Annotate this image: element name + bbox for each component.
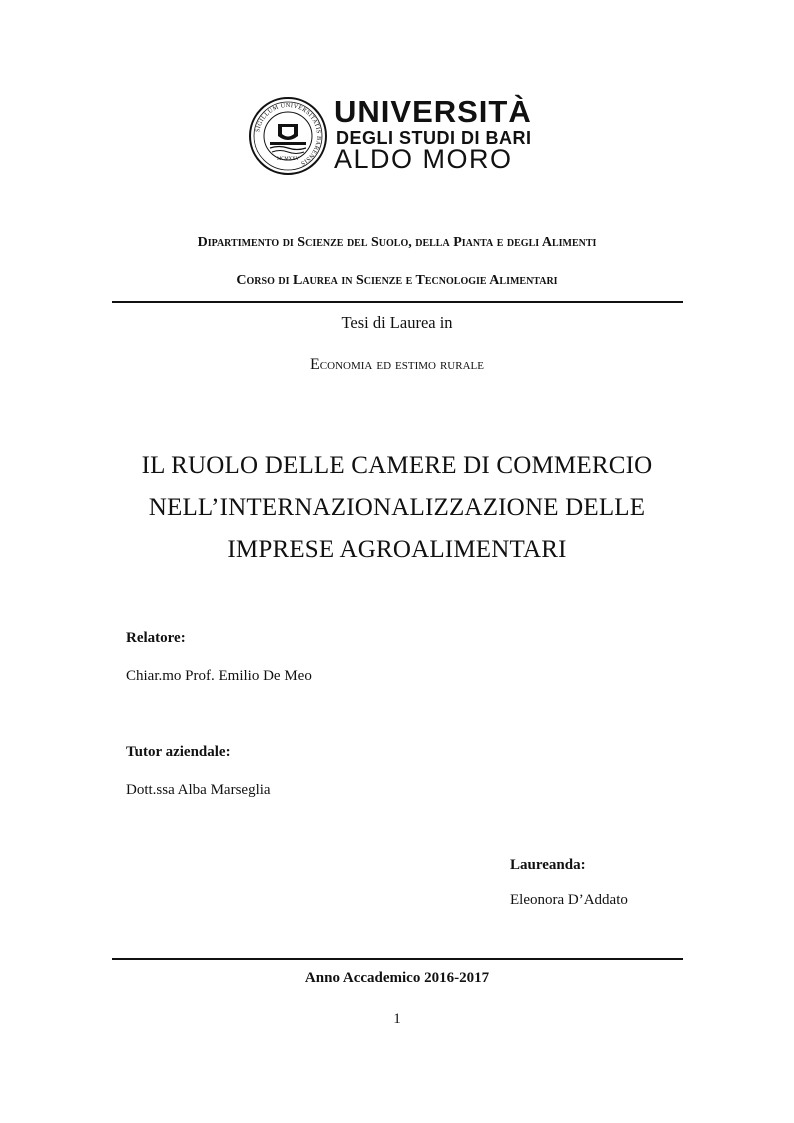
bottom-divider [112,958,683,960]
laureanda-label: Laureanda: [510,857,586,873]
thesis-title-line: IL RUOLO DELLE CAMERE DI COMMERCIO [141,452,653,479]
logo-aldo-moro: ALDO MORO [334,144,513,174]
relatore-name: Chiar.mo Prof. Emilio De Meo [126,668,312,684]
thesis-subject: Economia ed estimo rurale [310,356,484,373]
university-seal-icon [248,96,328,176]
page-number: 1 [393,1011,401,1027]
academic-year: Anno Accademico 2016-2017 [304,970,490,986]
seal-year: MCMXXV [276,157,300,162]
tutor-label: Tutor aziendale: [126,744,231,760]
logo-degli-studi: DEGLI STUDI DI BARI [336,128,532,148]
seal-text: SIGILLUM UNIVERSITATIS BARENSIS [254,101,323,167]
thesis-title-line: NELL’INTERNAZIONALIZZAZIONE DELLE [148,494,646,521]
logo-university: UNIVERSITÀ [334,94,532,129]
top-divider [112,301,683,303]
course-name: Corso di Laurea in Scienze e Tecnologie Alimentari [236,273,558,288]
thesis-type: Tesi di Laurea in [341,313,453,332]
thesis-title-line: IMPRESE AGROALIMENTARI [227,536,567,563]
relatore-label: Relatore: [126,630,186,646]
laureanda-name: Eleonora D’Addato [510,892,628,908]
department-name: Dipartimento di Scienze del Suolo, della Pianta e degli Alimenti [197,235,597,250]
tutor-name: Dott.ssa Alba Marseglia [126,782,271,798]
